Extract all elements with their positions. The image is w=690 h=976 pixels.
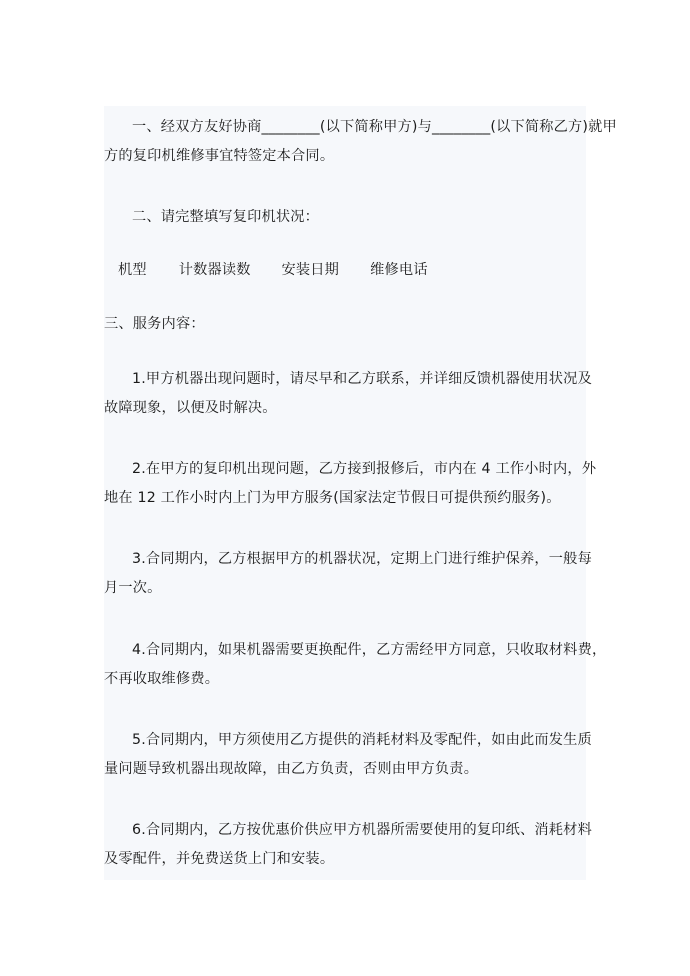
service-item-2 (104, 455, 597, 513)
service-item-1 (104, 365, 592, 423)
section-heading-services (104, 310, 586, 339)
field-label-model: 机型 (118, 262, 147, 278)
text-line: 月一次。 (104, 580, 162, 596)
service-item-6 (104, 816, 592, 874)
text-line: 故障现象，以便及时解决。 (104, 400, 277, 416)
section-heading-status (104, 203, 586, 232)
service-item-4 (104, 636, 607, 694)
text-line: 一、经双方友好协商________(以下简称甲方)与________(以下简称乙方)就甲 (132, 119, 617, 135)
copier-status-fields (104, 256, 600, 285)
text-line: 三、服务内容： (104, 316, 205, 332)
text-line: 4.合同期内，如果机器需要更换配件，乙方需经甲方同意，只收取材料费， (132, 642, 607, 658)
text-line: 量问题导致机器出现故障，由乙方负责，否则由甲方负责。 (104, 761, 479, 777)
text-line: 二、请完整填写复印机状况： (132, 209, 320, 225)
text-line: 地在 12 工作小时内上门为甲方服务(国家法定节假日可提供预约服务)。 (104, 490, 561, 506)
text-line: 3.合同期内，乙方根据甲方的机器状况，定期上门进行维护保养，一般每 (132, 551, 592, 567)
field-label-counter: 计数器读数 (178, 262, 251, 278)
text-line: 及零配件，并免费送货上门和安装。 (104, 851, 335, 867)
field-label-repair-phone: 维修电话 (370, 262, 428, 278)
text-line: 1.甲方机器出现问题时，请尽早和乙方联系，并详细反馈机器使用状况及 (132, 371, 592, 387)
text-line: 方的复印机维修事宜特签定本合同。 (104, 148, 335, 164)
text-line: 2.在甲方的复印机出现问题，乙方接到报修后，市内在 4 工作小时内，外 (132, 461, 597, 477)
paragraph-intro (104, 113, 617, 171)
field-label-install-date: 安装日期 (281, 262, 339, 278)
service-item-5 (104, 726, 592, 784)
service-item-3 (104, 545, 592, 603)
text-line: 不再收取维修费。 (104, 671, 220, 687)
text-line: 6.合同期内，乙方按优惠价供应甲方机器所需要使用的复印纸、消耗材料 (132, 822, 592, 838)
text-line: 5.合同期内，甲方须使用乙方提供的消耗材料及零配件，如由此而发生质 (132, 732, 592, 748)
